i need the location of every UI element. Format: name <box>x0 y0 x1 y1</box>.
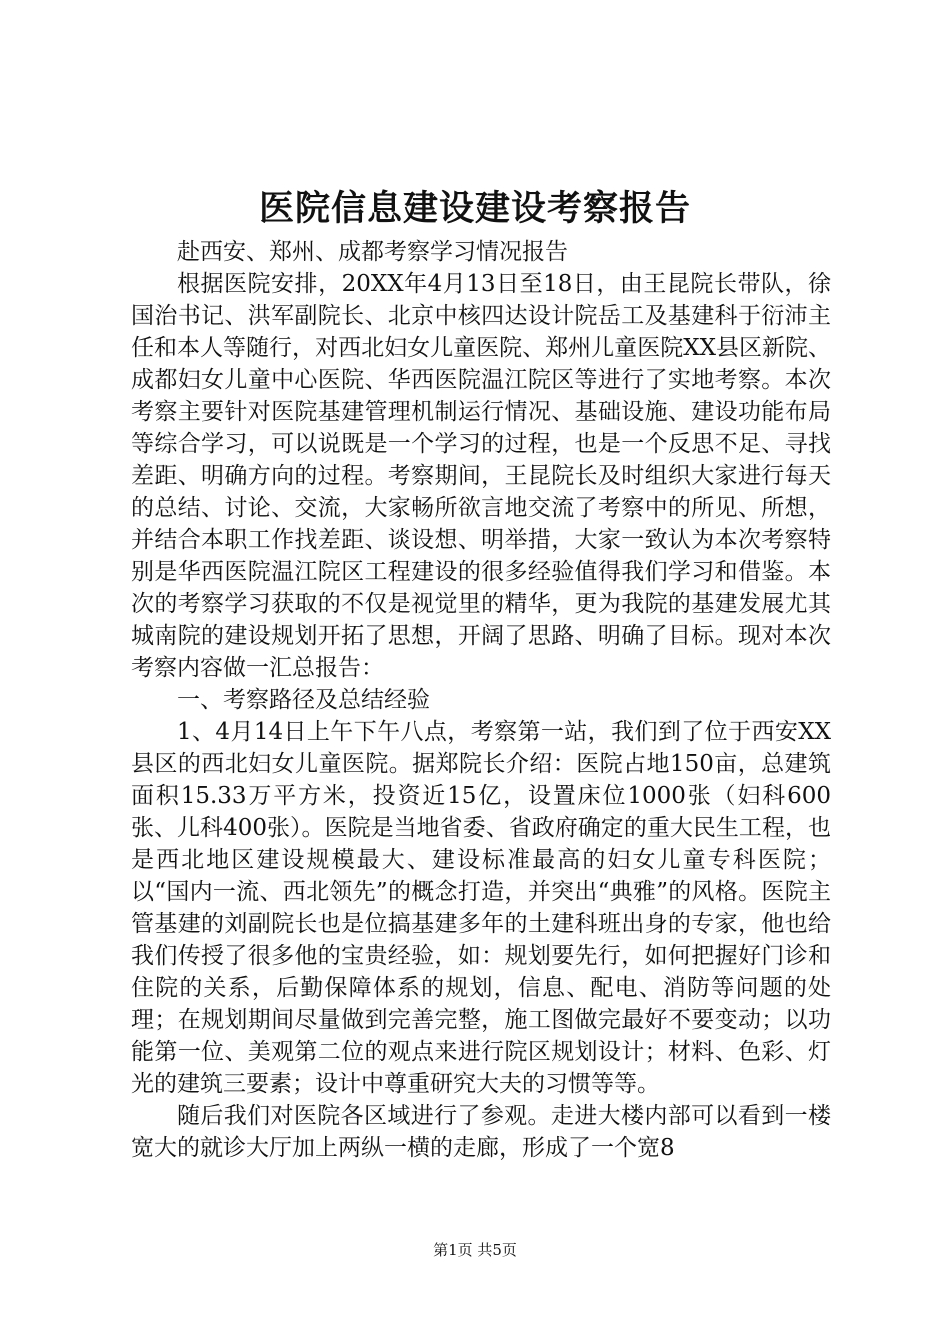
paragraph-first-stop: 1、4月14日上午下午八点，考察第一站，我们到了位于西安XX县区的西北妇女儿童医院。据郑院长介绍：医院占地150亩，总建筑面积15.33万平方米，投资近15亿，设置床位1000张（妇科600张、儿科400张）。医院是当地省委、省政府确定的重大民生工程，也是西北地区建设规模最大、建设标准最高的妇女儿童专科医院；以“国内一流、西北领先”的概念打造，并突出“典雅”的风格。医院主管基建的刘副院长也是位搞基建多年的土建科班出身的专家，他也给我们传授了很多他的宝贵经验，如：规划要先行，如何把握好门诊和住院的关系，后勤保障体系的规划，信息、配电、消防等问题的处理；在规划期间尽量做到完善完整，施工图做完最好不要变动；以功能第一位、美观第二位的观点来进行院区规划设计；材料、色彩、灯光的建筑三要素；设计中尊重研究大夫的习惯等等。 <box>131 719 831 1097</box>
paragraph-visit: 随后我们对医院各区域进行了参观。走进大楼内部可以看到一楼宽大的就诊大厅加上两纵一横的走廊，形成了一个宽8 <box>131 1103 831 1161</box>
document-body <box>131 236 831 1164</box>
document-title: 医院信息建设建设考察报告 <box>258 188 691 229</box>
paragraph-intro: 根据医院安排，20XX年4月13日至18日，由王昆院长带队，徐国治书记、洪军副院长、北京中核四达设计院岳工及基建科于衍沛主任和本人等随行，对西北妇女儿童医院、郑州儿童医院XX县区新院、成都妇女儿童中心医院、华西医院温江院区等进行了实地考察。本次考察主要针对医院基建管理机制运行情况、基础设施、建设功能布局等综合学习，可以说既是一个学习的过程，也是一个反思不足、寻找差距、明确方向的过程。考察期间，王昆院长及时组织大家进行每天的总结、讨论、交流，大家畅所欲言地交流了考察中的所见、所想，并结合本职工作找差距、谈设想、明举措，大家一致认为本次考察特别是华西医院温江院区工程建设的很多经验值得我们学习和借鉴。本次的考察学习获取的不仅是视觉里的精华，更为我院的基建发展尤其城南院的建设规划开拓了思想，开阔了思路、明确了目标。现对本次考察内容做一汇总报告： <box>131 271 831 681</box>
paragraph-subtitle: 赴西安、郑州、成都考察学习情况报告 <box>177 239 568 265</box>
page-footer: 第1页 共5页 <box>433 1241 517 1259</box>
section-heading: 一、考察路径及总结经验 <box>177 687 430 713</box>
